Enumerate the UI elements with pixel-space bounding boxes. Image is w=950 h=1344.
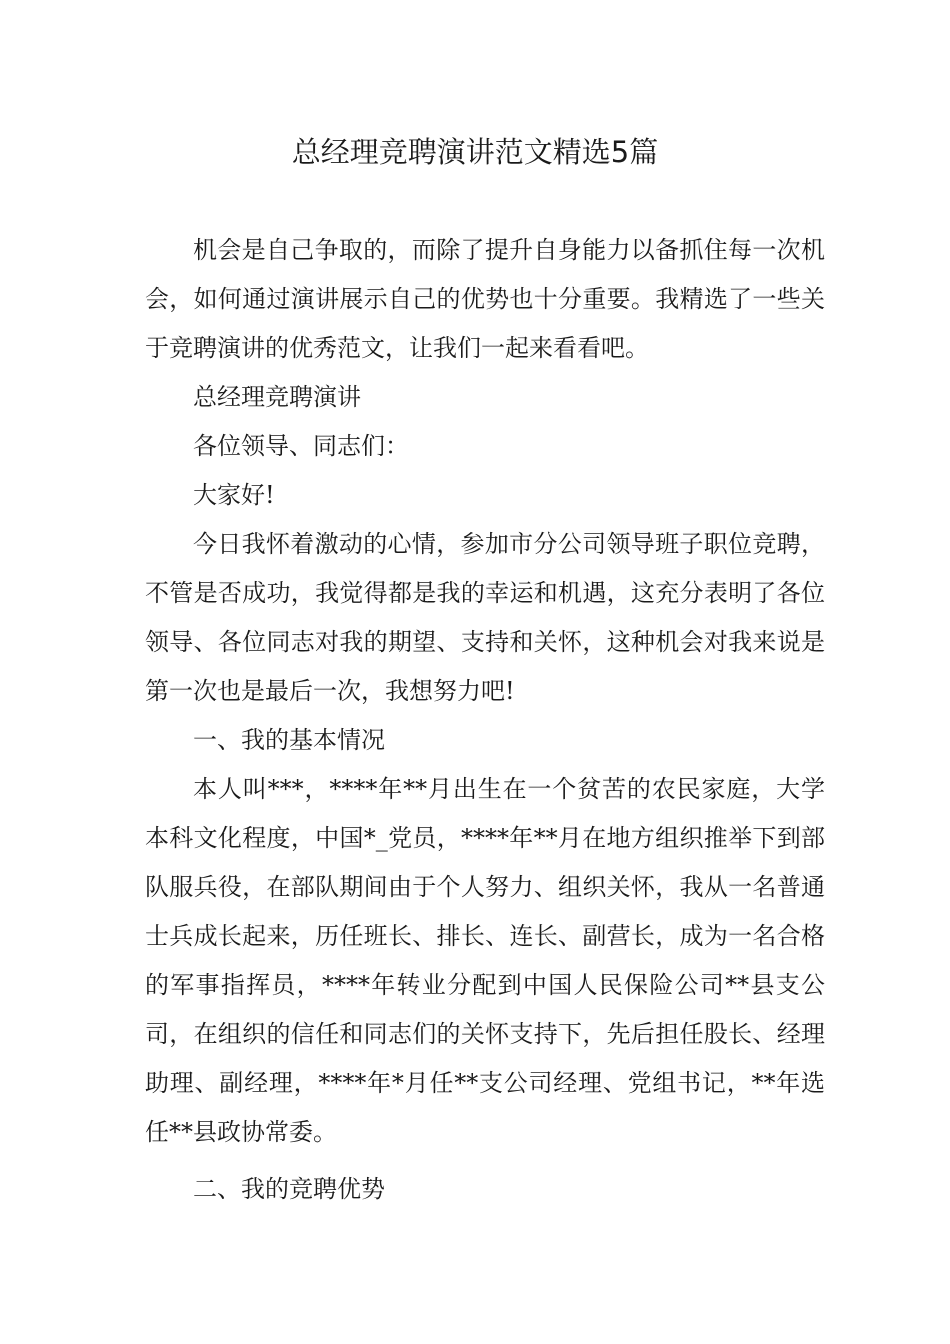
salutation: 各位领导、同志们： xyxy=(193,432,409,460)
speech-heading: 总经理竞聘演讲 xyxy=(193,383,361,411)
section-heading-basic-info: 一、我的基本情况 xyxy=(193,726,385,754)
opening-paragraph: 今日我怀着激动的心情，参加市分公司领导班子职位竞聘，不管是否成功，我觉得都是我的幸运和机遇，这充分表明了各位领导、各位同志对我的期望、支持和关怀，这种机会对我来说是第一次也是最后一次，我想努力吧! xyxy=(145,530,825,705)
document-body xyxy=(145,226,825,1214)
basic-info-paragraph: 本人叫***，****年**月出生在一个贫苦的农民家庭，大学本科文化程度，中国*_党员，****年**月在地方组织推举下到部队服兵役，在部队期间由于个人努力、组织关怀，我从一名普通士兵成长起来，历任班长、排长、连长、副营长，成为一名合格的军事指挥员，****年转业分配到中国人民保险公司**县支公司，在组织的信任和同志们的关怀支持下，先后担任股长、经理助理、副经理，****年*月任**支公司经理、党组书记，**年选任**县政协常委。 xyxy=(145,775,825,1146)
greeting: 大家好! xyxy=(193,481,275,509)
section-heading-advantages: 二、我的竞聘优势 xyxy=(193,1175,385,1203)
document-title: 总经理竞聘演讲范文精选5篇 xyxy=(291,135,659,169)
intro-paragraph: 机会是自己争取的，而除了提升自身能力以备抓住每一次机会，如何通过演讲展示自己的优势也十分重要。我精选了一些关于竞聘演讲的优秀范文，让我们一起来看看吧。 xyxy=(145,236,825,362)
